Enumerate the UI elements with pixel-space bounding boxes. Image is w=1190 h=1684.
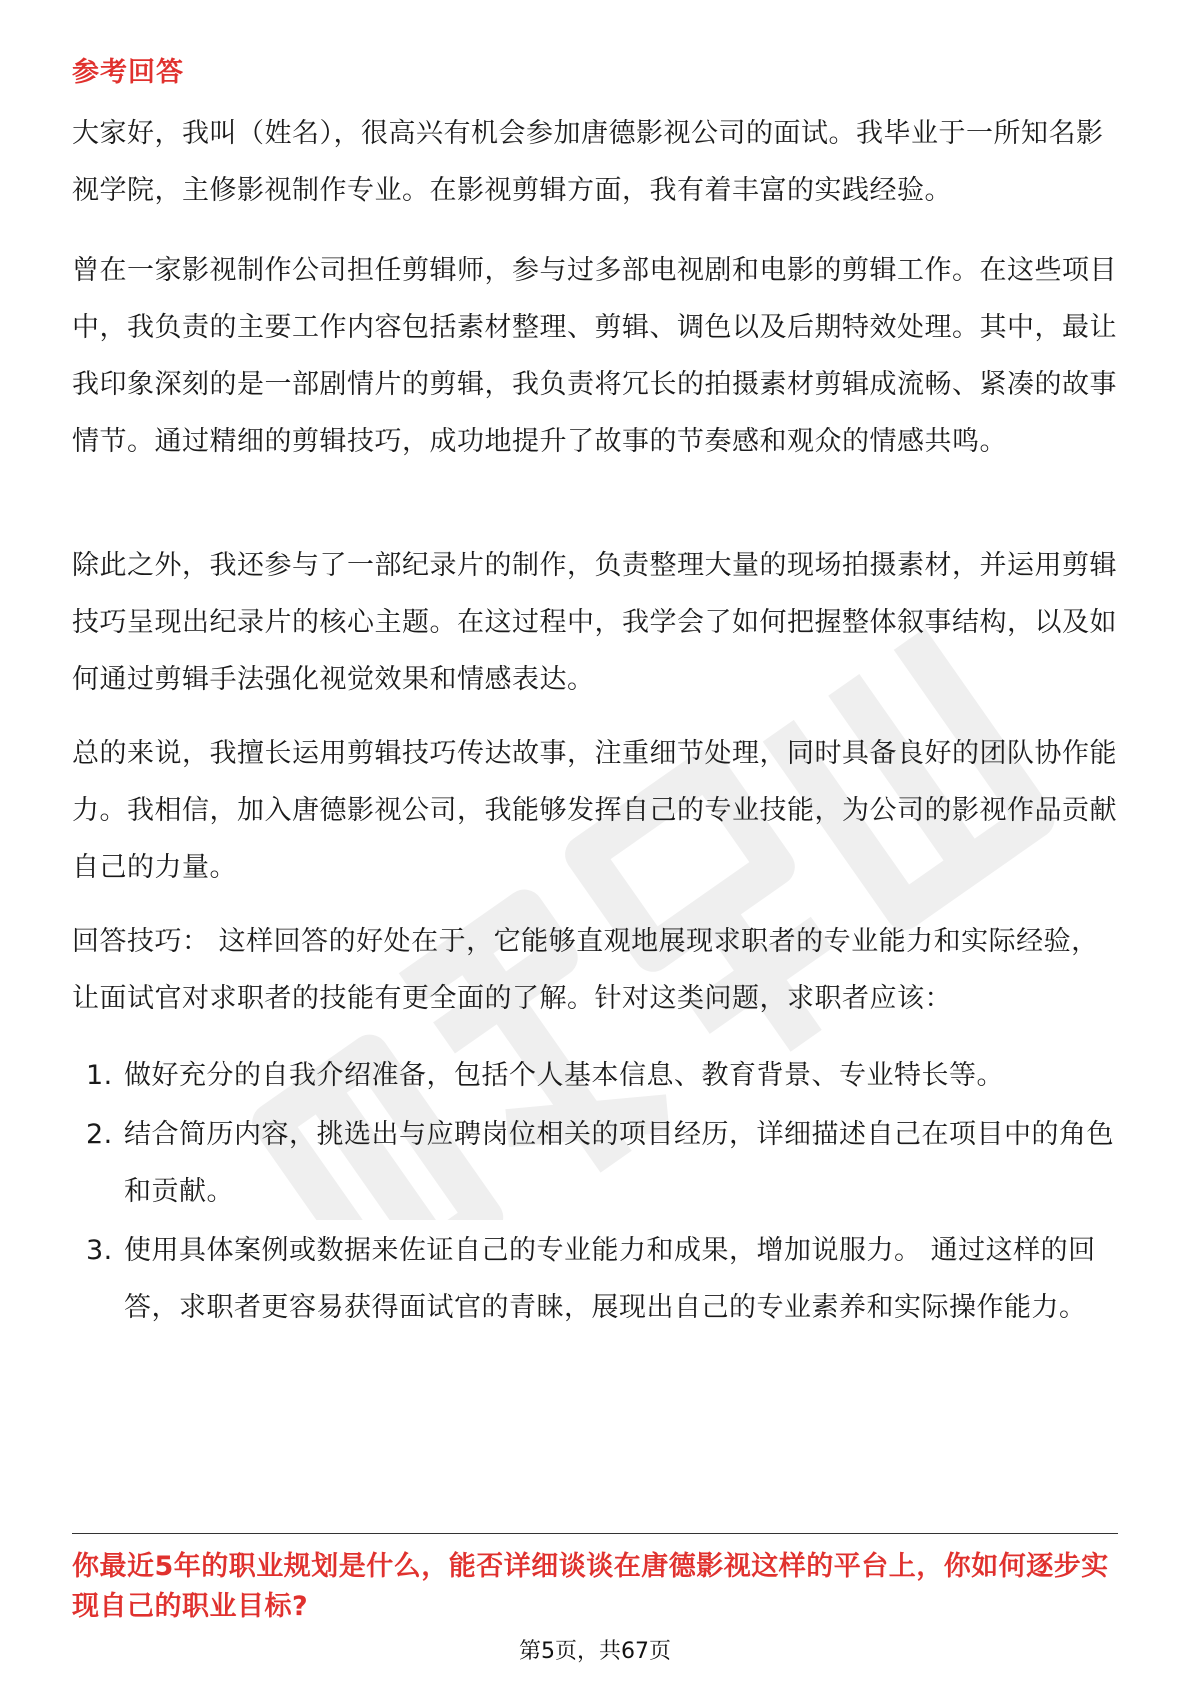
divider — [72, 1533, 1118, 1534]
list-item-number: 2. — [86, 1119, 113, 1150]
paragraph-summary: 总的来说，我擅长运用剪辑技巧传达故事，注重细节处理，同时具备良好的团队协作能力。我相信，加入唐德影视公司，我能够发挥自己的专业技能，为公司的影视作品贡献自己的力量。 — [72, 738, 1117, 883]
list-item-text: 做好充分的自我介绍准备，包括个人基本信息、教育背景、专业特长等。 — [124, 1060, 1004, 1091]
tips-list — [72, 1047, 1118, 1336]
list-item-text: 使用具体案例或数据来佐证自己的专业能力和成果，增加说服力。 通过这样的回答，求职者更容易获得面试官的青睐，展现出自己的专业素养和实际操作能力。 — [124, 1235, 1096, 1323]
paragraph-documentary: 除此之外，我还参与了一部纪录片的制作，负责整理大量的现场拍摄素材，并运用剪辑技巧呈现出纪录片的核心主题。在这过程中，我学会了如何把握整体叙事结构，以及如何通过剪辑手法强化视觉效果和情感表达。 — [72, 550, 1117, 695]
list-item — [72, 1047, 1118, 1104]
next-question: 你最近5年的职业规划是什么，能否详细谈谈在唐德影视这样的平台上，你如何逐步实现自己的职业目标? — [72, 1551, 1109, 1622]
paragraph-answer-tips: 回答技巧： 这样回答的好处在于，它能够直观地展现求职者的专业能力和实际经验，让面试官对求职者的技能有更全面的了解。针对这类问题，求职者应该： — [72, 926, 1099, 1014]
page-number: 第5页，共67页 — [519, 1639, 671, 1664]
list-item-number: 1. — [86, 1060, 113, 1091]
list-item — [72, 1106, 1118, 1220]
list-item — [72, 1222, 1118, 1336]
section-title: 参考回答 — [72, 57, 184, 88]
paragraph-intro: 大家好，我叫（姓名），很高兴有机会参加唐德影视公司的面试。我毕业于一所知名影视学院，主修影视制作专业。在影视剪辑方面，我有着丰富的实践经验。 — [72, 118, 1104, 206]
list-item-text: 结合简历内容，挑选出与应聘岗位相关的项目经历，详细描述自己在项目中的角色和贡献。 — [124, 1119, 1114, 1207]
list-item-number: 3. — [86, 1235, 113, 1266]
paragraph-experience: 曾在一家影视制作公司担任剪辑师，参与过多部电视剧和电影的剪辑工作。在这些项目中，我负责的主要工作内容包括素材整理、剪辑、调色以及后期特效处理。其中，最让我印象深刻的是一部剧情片的剪辑，我负责将冗长的拍摄素材剪辑成流畅、紧凑的故事情节。通过精细的剪辑技巧，成功地提升了故事的节奏感和观众的情感共鸣。 — [72, 255, 1117, 457]
